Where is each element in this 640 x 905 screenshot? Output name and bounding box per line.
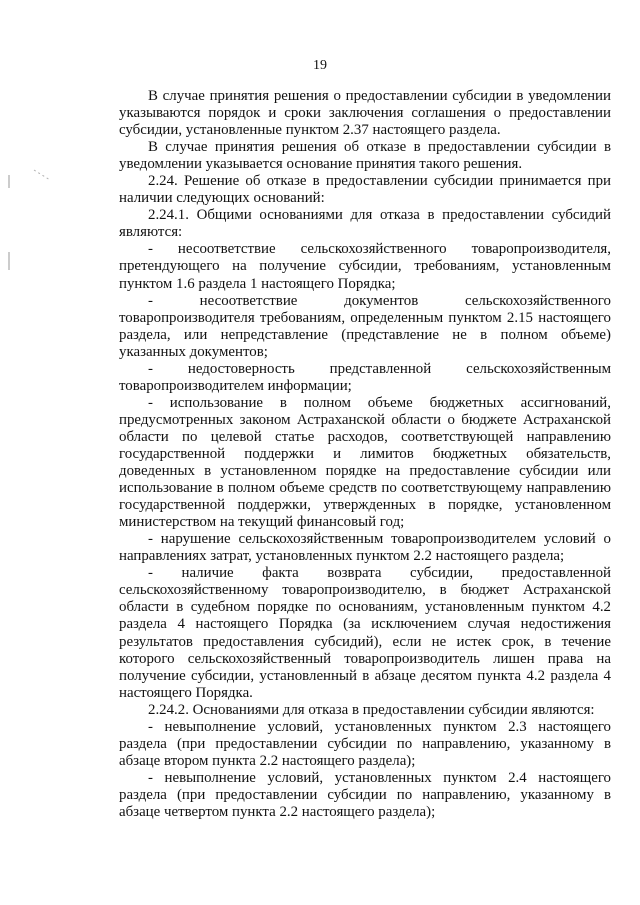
- list-item-condition-2-3: - невыполнение условий, установленных пунктом 2.3 настоящего раздела (при предоставлении субсидии по направлению, указанному в абзаце втором пункта 2.2 настоящего раздела);: [119, 718, 611, 769]
- list-item-budget-exhausted: - использование в полном объеме бюджетных ассигнований, предусмотренных законом Астраханской области о бюджете Астраханской области по целевой статье расходов, соответствующей направлению государственной поддержки и лимитов бюджетных обязательств, доведенных в установленном порядке на предоставление субсидии или использование в полном объеме средств по соответствующему направлению государственной поддержки, утвержденных в порядке, установленном министерством на текущий финансовый год;: [119, 394, 611, 531]
- list-item-noncompliance-documents: - несоответствие документов сельскохозяйственного товаропроизводителя требованиям, определенным пунктом 2.15 настоящего раздела, или непредставление (представление не в полном объеме) указанных документов;: [119, 292, 611, 360]
- paragraph-notice-refusal: В случае принятия решения об отказе в предоставлении субсидии в уведомлении указывается основание принятия такого решения.: [119, 139, 611, 173]
- page-number: 19: [313, 58, 327, 73]
- list-item-cost-violation: - нарушение сельскохозяйственным товаропроизводителем условий о направлениях затрат, установленных пунктом 2.2 настоящего раздела;: [119, 531, 611, 565]
- list-item-unreliable-info: - недостоверность представленной сельскохозяйственным товаропроизводителем информации;: [119, 360, 611, 394]
- paragraph-2-24-2: 2.24.2. Основаниями для отказа в предоставлении субсидии являются:: [148, 701, 595, 718]
- list-item-subsidy-return: - наличие факта возврата субсидии, предоставленной сельскохозяйственному товаропроизводителю, в бюджет Астраханской области в судебном порядке по основаниям, установленным пунктом 4.2 раздела 4 настоящего Порядка (за исключением случая недостижения результатов предоставления субсидий), если не истек срок, в течение которого сельскохозяйственный товаропроизводитель лишен права на получение субсидии, установленный в абзаце десятом пункта 4.2 раздела 4 настоящего Порядка.: [119, 565, 611, 701]
- paragraph-2-24: 2.24. Решение об отказе в предоставлении субсидии принимается при наличии следующих оснований:: [119, 173, 611, 207]
- document-body: [119, 88, 611, 821]
- list-item-condition-2-4: - невыполнение условий, установленных пунктом 2.4 настоящего раздела (при предоставлении субсидии по направлению, указанному в абзаце четвертом пункта 2.2 настоящего раздела);: [119, 769, 611, 820]
- paragraph-notice-approval: В случае принятия решения о предоставлении субсидии в уведомлении указываются порядок и сроки заключения соглашения о предоставлении субсидии, установленные пунктом 2.37 настоящего раздела.: [119, 88, 611, 139]
- scan-margin-marks: [0, 0, 60, 300]
- list-item-noncompliance-producer: - несоответствие сельскохозяйственного товаропроизводителя, претендующего на получение субсидии, требованиям, установленным пунктом 1.6 раздела 1 настоящего Порядка;: [119, 241, 611, 292]
- paragraph-2-24-1: 2.24.1. Общими основаниями для отказа в предоставлении субсидий являются:: [119, 207, 611, 241]
